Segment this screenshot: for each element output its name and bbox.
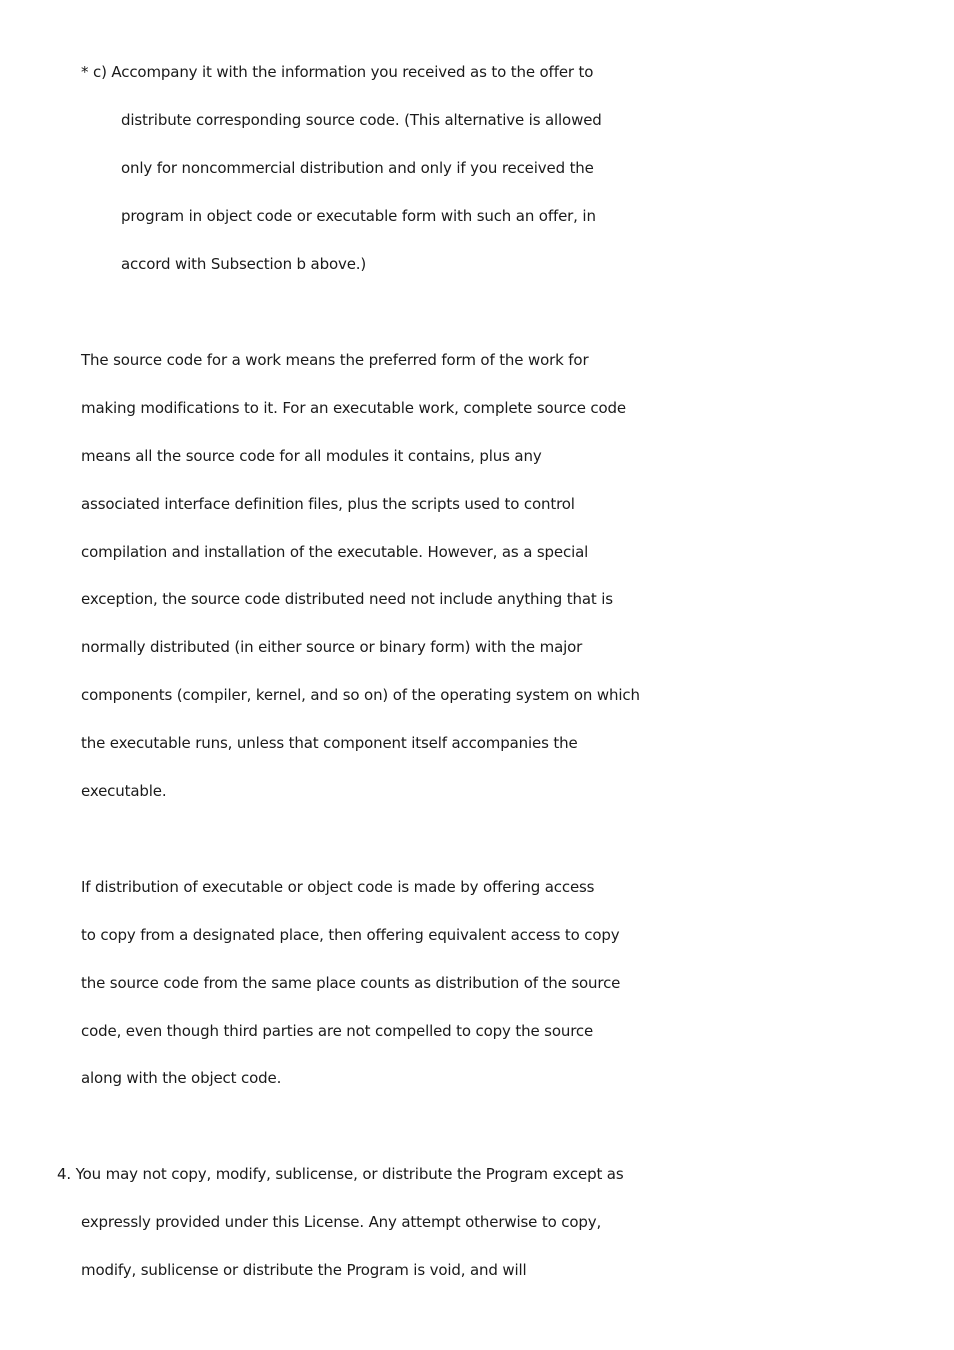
text-line: code, even though third parties are not compelled to copy the source [81,1022,594,1040]
text-line: along with the object code. [81,1069,282,1087]
text-line: program in object code or executable form with such an offer, in [121,207,596,225]
text-line: the executable runs, unless that component itself accompanies the [81,734,578,752]
text-line: the source code from the same place counts as distribution of the source [81,974,621,992]
text-line: only for noncommercial distribution and only if you received the [121,159,594,177]
text-line: executable. [81,782,167,800]
text-line: If distribution of executable or object code is made by offering access [81,878,595,896]
text-line: accord with Subsection b above.) [121,255,367,273]
text-line: 4. You may not copy, modify, sublicense, or distribute the Program except as [57,1165,624,1183]
text-line: exception, the source code distributed need not include anything that is [81,590,613,608]
text-line: distribute corresponding source code. (This alternative is allowed [121,111,602,129]
text-line: components (compiler, kernel, and so on) of the operating system on which [81,686,640,704]
text-line: means all the source code for all modules it contains, plus any [81,447,542,465]
text-line: modify, sublicense or distribute the Program is void, and will [81,1261,527,1279]
text-line: compilation and installation of the executable. However, as a special [81,543,589,561]
text-line: * c) Accompany it with the information you received as to the offer to [81,63,594,81]
text-line: The source code for a work means the preferred form of the work for [81,351,589,369]
text-line: associated interface definition files, plus the scripts used to control [81,495,575,513]
text-line: expressly provided under this License. Any attempt otherwise to copy, [81,1213,602,1231]
text-line: making modifications to it. For an executable work, complete source code [81,399,626,417]
text-line: to copy from a designated place, then offering equivalent access to copy [81,926,620,944]
text-line: normally distributed (in either source or binary form) with the major [81,638,583,656]
